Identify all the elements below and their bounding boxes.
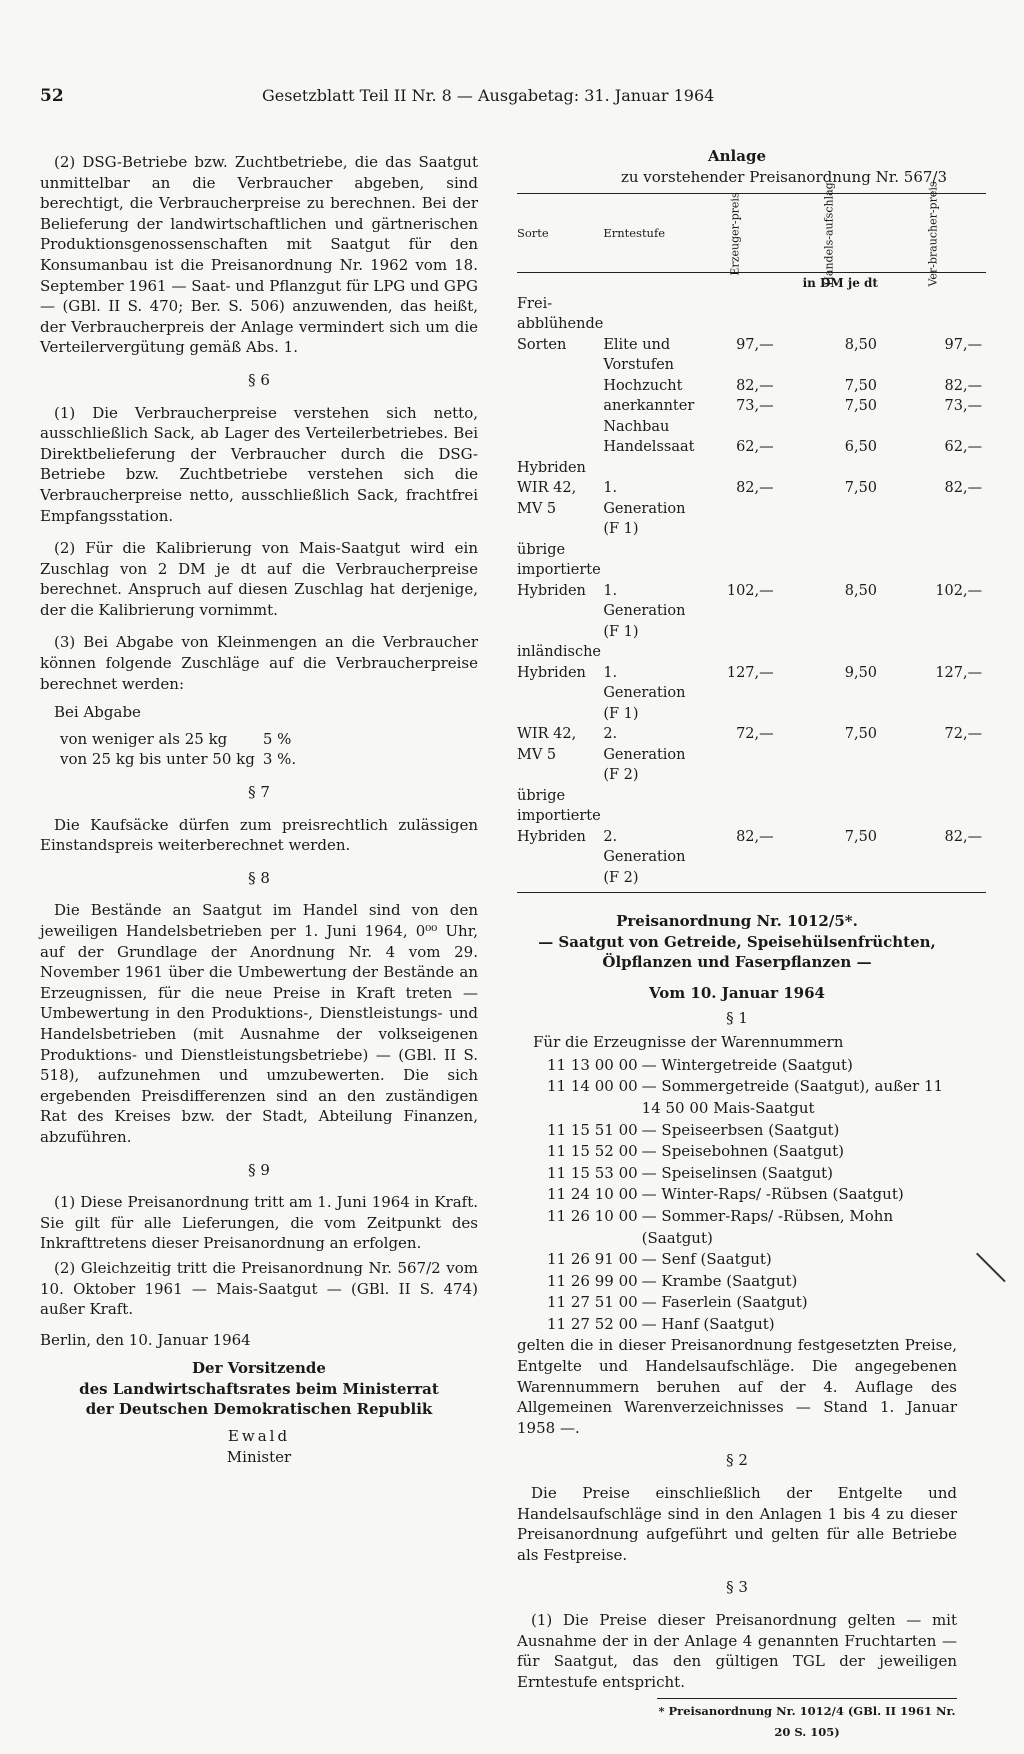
cell-sorte: Hybriden — [517, 459, 586, 476]
table-row — [517, 376, 986, 397]
cell-handelsaufschlag: 6,50 — [844, 439, 878, 456]
section-6-heading: § 6 — [248, 370, 270, 389]
cell-handelsaufschlag: 7,50 — [844, 398, 878, 415]
right-column — [517, 146, 983, 1754]
cell-sorte — [517, 437, 603, 458]
cell-handelsaufschlag — [778, 294, 881, 315]
cell-erzeugerpreis — [694, 806, 777, 827]
goods-number: 11 13 00 00 — [547, 1055, 638, 1074]
cell-erzeugerpreis — [694, 786, 777, 807]
list-item — [547, 1055, 957, 1077]
section-6-para-2: (2) Für die Kalibrierung von Mais-Saatgut wird ein Zuschlag von 2 DM je dt auf die Verbraucherpreise berechnet. Anspruch auf diesen Zuschlag hat derjenige, der die Kalibrierung vornimmt. — [40, 539, 478, 619]
cell-erzeugerpreis: 127,— — [726, 664, 774, 681]
cell-sorte: Hybriden — [517, 827, 603, 893]
signature-line-1: Der Vorsitzende — [192, 1359, 326, 1378]
cell-sorte: übrige — [517, 787, 566, 804]
table-row — [517, 806, 986, 827]
cell-handelsaufschlag — [778, 540, 881, 561]
goods-number: 11 27 52 00 — [547, 1314, 638, 1333]
list-item — [547, 1314, 957, 1336]
table-row — [517, 437, 986, 458]
cell-erntestufe: 2. Generation (F 2) — [603, 827, 694, 893]
cell-erntestufe — [603, 314, 694, 335]
list-item — [547, 1249, 957, 1271]
signing-date: Berlin, den 10. Januar 1964 — [40, 1330, 251, 1349]
cell-sorte: Frei- — [517, 295, 553, 312]
list-item — [547, 1120, 957, 1142]
cell-handelsaufschlag: 8,50 — [844, 336, 878, 353]
cell-sorte: importierte — [517, 562, 601, 579]
table-row — [517, 396, 986, 437]
cell-sorte — [517, 396, 603, 437]
section-2-heading: § 2 — [726, 1451, 748, 1470]
cell-erntestufe: 2. Generation (F 2) — [603, 726, 686, 784]
table-row — [517, 663, 986, 725]
list-item — [547, 1206, 957, 1249]
table-row — [517, 294, 986, 315]
goods-description: — Faserlein (Saatgut) — [641, 1293, 808, 1312]
anlage-title: Anlage — [708, 147, 766, 165]
cell-verbraucherpreis — [881, 560, 986, 581]
cell-verbraucherpreis — [881, 786, 986, 807]
cell-handelsaufschlag: 7,50 — [844, 480, 878, 497]
cell-verbraucherpreis: 73,— — [944, 398, 983, 415]
signatory-role: Minister — [226, 1447, 292, 1466]
cell-verbraucherpreis — [881, 314, 986, 335]
cell-erntestufe — [603, 458, 694, 479]
cell-verbraucherpreis — [881, 806, 986, 827]
section-6-para-1: (1) Die Verbraucherpreise verstehen sich netto, ausschließlich Sack, ab Lager des Verteilerbetriebes. Bei Direktbelieferung der Verbraucher durch die DSG-Betriebe bzw. Zuchtbetriebe verstehen sich die Verbraucherpreise netto, ausschließlich Sack, frachtfrei Empfangsstation. — [40, 403, 478, 525]
list-item — [547, 1163, 957, 1185]
cell-erzeugerpreis — [694, 314, 777, 335]
list-item — [547, 1141, 957, 1163]
goods-number: 11 26 10 00 — [547, 1206, 638, 1225]
cell-sorte: WIR 42, MV 5 — [517, 726, 577, 763]
cell-erzeugerpreis: 82,— — [694, 827, 777, 893]
cell-verbraucherpreis: 82,— — [944, 377, 983, 394]
cell-sorte: importierte — [517, 808, 601, 825]
table-row — [517, 724, 986, 786]
cell-erntestufe: Hochzucht — [603, 377, 683, 394]
cell-handelsaufschlag — [778, 806, 881, 827]
goods-number-table — [547, 1055, 957, 1336]
surcharge-table — [60, 729, 304, 770]
cell-handelsaufschlag: 7,50 — [844, 377, 878, 394]
goods-number: 11 26 91 00 — [547, 1250, 638, 1269]
pa-date: Vom 10. Januar 1964 — [649, 983, 825, 1002]
goods-description: — Speisebohnen (Saatgut) — [641, 1142, 844, 1161]
list-item — [547, 1271, 957, 1293]
table-row — [517, 827, 986, 893]
cell-handelsaufschlag — [778, 642, 881, 663]
table-row — [517, 540, 986, 561]
cell-verbraucherpreis: 102,— — [935, 582, 983, 599]
cell-verbraucherpreis — [881, 642, 986, 663]
table-row — [60, 749, 304, 770]
cell-erntestufe: 1. Generation (F 1) — [603, 480, 686, 538]
cell-handelsaufschlag — [778, 458, 881, 479]
goods-number: 11 15 53 00 — [547, 1163, 638, 1182]
unit-label: in DM je dt — [802, 276, 878, 291]
pa-title: Preisanordnung Nr. 1012/5*. — [616, 912, 858, 931]
goods-number: 11 27 51 00 — [547, 1293, 638, 1312]
table-header-row — [517, 194, 986, 273]
cell-erntestufe — [603, 540, 694, 561]
cell-handelsaufschlag: 7,50 — [844, 726, 878, 743]
unit-row — [517, 273, 986, 294]
table-row — [517, 335, 986, 376]
left-column — [40, 152, 478, 1467]
cell-erntestufe — [603, 294, 694, 315]
list-item — [547, 1292, 957, 1314]
section-9-para-2: (2) Gleichzeitig tritt die Preisanordnung Nr. 567/2 vom 10. Oktober 1961 — Mais-Saatgut — (GBl. II S. 474) außer Kraft. — [40, 1258, 478, 1319]
cell-erzeugerpreis: 82,— — [736, 377, 774, 394]
cell-erntestufe — [603, 786, 694, 807]
cell-erzeugerpreis: 62,— — [736, 439, 774, 456]
surcharge-rate: 3 %. — [262, 750, 297, 769]
cell-handelsaufschlag: 9,50 — [844, 664, 878, 681]
goods-number: 11 24 10 00 — [547, 1185, 638, 1204]
header-erzeugerpreis-label: Erzeuger-preis — [729, 192, 743, 276]
section-8-text: Die Bestände an Saatgut im Handel sind von den jeweiligen Handelsbetrieben per 1. Juni 1964, 0⁰⁰ Uhr, auf der Grundlage der Anordnung Nr. 4 vom 29. November 1961 über die Umbewertung der Bestände an Erzeugnissen, für die neue Preise in Kraft treten — Umbewertung in den Produktions-, Dienstleistungs- und Handelsbetrieben (mit Ausnahme der volkseigenen Produktions- und Dienstleistungsbetriebe) — (GBl. II S. 518), aufzunehmen und umzubewerten. Die sich ergebenden Preisdifferenzen sind an den zuständigen Rat des Kreises bzw. der Stadt, Abteilung Finanzen, abzuführen. — [40, 901, 478, 1146]
cell-sorte: übrige — [517, 541, 566, 558]
cell-handelsaufschlag — [778, 314, 881, 335]
cell-erzeugerpreis — [694, 458, 777, 479]
section-3-text: (1) Die Preise dieser Preisanordnung gelten — mit Ausnahme der in der Anlage 4 genannten Fruchtarten — für Saatgut, das den gültigen TGL der jeweiligen Erntestufe entspricht. — [517, 1611, 957, 1691]
cell-sorte: Hybriden — [517, 664, 586, 681]
table-row — [517, 478, 986, 540]
section-1-text: gelten die in dieser Preisanordnung festgesetzten Preise, Entgelte und Handelsaufschläge. Die angegebenen Warennummern beruhen auf der 4. Auflage des Allgemeinen Warenverzeichnisses — Stand 1. Januar 1958 —. — [517, 1336, 957, 1437]
cell-erzeugerpreis: 73,— — [736, 398, 774, 415]
cell-erzeugerpreis — [694, 540, 777, 561]
cell-erntestufe: Handelssaat — [603, 439, 695, 456]
cell-erntestufe — [603, 560, 694, 581]
goods-description: — Speiseerbsen (Saatgut) — [641, 1120, 840, 1139]
goods-number: 11 26 99 00 — [547, 1271, 638, 1290]
goods-description: — Winter-Raps/ -Rübsen (Saatgut) — [641, 1185, 904, 1204]
cell-verbraucherpreis: 97,— — [944, 336, 983, 353]
anlage-subtitle: zu vorstehender Preisanordnung Nr. 567/3 — [620, 167, 947, 186]
cell-erntestufe: 1. Generation (F 1) — [603, 664, 686, 722]
cell-erzeugerpreis — [694, 560, 777, 581]
page-header — [40, 86, 1000, 112]
goods-description: — Sommergetreide (Saatgut), außer 11 14 50 00 Mais-Saatgut — [641, 1077, 944, 1117]
header-erzeugerpreis — [694, 192, 777, 276]
cell-sorte: inländische — [517, 644, 601, 661]
cell-verbraucherpreis: 82,— — [944, 480, 983, 497]
header-handelsaufschlag-label: Handels-aufschlag — [822, 182, 836, 286]
goods-description: — Hanf (Saatgut) — [641, 1314, 775, 1333]
header-verbraucherpreis-label: Ver-braucher-preis — [926, 181, 940, 287]
cell-erntestufe: 1. Generation (F 1) — [603, 582, 686, 640]
cell-erzeugerpreis: 72,— — [736, 726, 774, 743]
cell-verbraucherpreis — [881, 294, 986, 315]
header-verbraucherpreis — [881, 181, 986, 287]
table-row — [517, 458, 986, 479]
cell-erzeugerpreis: 97,— — [736, 336, 774, 353]
cell-erzeugerpreis: 82,— — [736, 480, 774, 497]
goods-description: — Senf (Saatgut) — [641, 1250, 772, 1269]
goods-description: — Speiselinsen (Saatgut) — [641, 1163, 833, 1182]
cell-handelsaufschlag — [778, 560, 881, 581]
surcharge-rate: 5 % — [262, 729, 292, 748]
cell-erntestufe: Elite und Vorstufen — [603, 336, 675, 374]
margin-stroke — [976, 1253, 1006, 1283]
cell-erntestufe — [603, 806, 694, 827]
goods-description: — Krambe (Saatgut) — [641, 1271, 798, 1290]
cell-verbraucherpreis — [881, 540, 986, 561]
cell-erzeugerpreis — [694, 642, 777, 663]
cell-erzeugerpreis — [694, 294, 777, 315]
paragraph-dsg: (2) DSG-Betriebe bzw. Zuchtbetriebe, die das Saatgut unmittelbar an die Verbraucher abgeben, sind berechtigt, die Verbraucherpreise zu berechnen. Bei der Belieferung der landwirtschaftlichen und gärtnerischen Produktionsgenossenschaften mit Saatgut für den Konsumanbau ist die Preisanordnung Nr. 1962 vom 18. September 1961 — Saat- und Pflanzgut für LPG und GPG — (GBl. II S. 470; Ber. S. 506) anzuwenden, das heißt, der Verbraucherpreis der Anlage vermindert sich um die Verteilervergütung gemäß Abs. 1. — [40, 153, 478, 357]
signature-line-3: der Deutschen Demokratischen Republik — [85, 1400, 433, 1419]
cell-erntestufe — [603, 642, 694, 663]
pa-subtitle-1: — Saatgut von Getreide, Speisehülsenfrüchten, — [538, 932, 936, 951]
table-row — [517, 560, 986, 581]
table-row — [517, 314, 986, 335]
section-3-heading: § 3 — [726, 1578, 748, 1597]
table-row — [517, 786, 986, 807]
table-row — [517, 642, 986, 663]
footnote: * Preisanordnung Nr. 1012/4 (GBl. II 1961 Nr. 20 S. 105) — [657, 1698, 957, 1742]
list-item — [547, 1076, 957, 1119]
section-1-heading: § 1 — [726, 1008, 748, 1027]
cell-sorte: Hybriden — [517, 582, 586, 599]
signature-line-2: des Landwirtschaftsrates beim Ministerrat — [79, 1379, 439, 1398]
section-7-heading: § 7 — [248, 783, 270, 802]
goods-description: — Wintergetreide (Saatgut) — [641, 1055, 853, 1074]
table-row — [517, 581, 986, 643]
page-number: 52 — [40, 86, 64, 106]
table-row — [60, 729, 304, 750]
section-8-heading: § 8 — [248, 868, 270, 887]
cell-verbraucherpreis: 82,— — [881, 827, 986, 893]
cell-sorte — [517, 376, 603, 397]
cell-erntestufe: anerkannter Nachbau — [603, 398, 695, 435]
section-9-para-1: (1) Diese Preisanordnung tritt am 1. Juni 1964 in Kraft. Sie gilt für alle Lieferungen, die vom Zeitpunkt des Inkrafttretens dieser Preisanordnung an erfolgen. — [40, 1193, 478, 1253]
pa-subtitle-2: Ölpflanzen und Faserpflanzen — — [602, 953, 872, 972]
surcharge-amount: von weniger als 25 kg — [60, 729, 228, 748]
section-7-text: Die Kaufsäcke dürfen zum preisrechtlich zulässigen Einstandspreis weiterberechnet werden. — [40, 815, 478, 855]
cell-sorte: abblühende — [517, 316, 604, 333]
header-erntestufe: Erntestufe — [603, 194, 694, 273]
signatory-name: Ewald — [227, 1427, 291, 1446]
section-9-heading: § 9 — [248, 1160, 270, 1179]
section-1-intro: Für die Erzeugnisse der Warennummern — [533, 1033, 844, 1052]
cell-verbraucherpreis: 62,— — [944, 439, 983, 456]
abgabe-label: Bei Abgabe — [54, 703, 141, 722]
goods-description: — Sommer-Raps/ -Rübsen, Mohn (Saatgut) — [641, 1206, 894, 1247]
cell-sorte: Sorten — [517, 336, 567, 353]
section-6-para-3: (3) Bei Abgabe von Kleinmengen an die Verbraucher können folgende Zuschläge auf die Verbraucherpreise berechnet werden: — [40, 633, 478, 693]
header-sorte: Sorte — [517, 194, 603, 273]
list-item — [547, 1184, 957, 1206]
cell-sorte: WIR 42, MV 5 — [517, 480, 577, 517]
header-title: Gesetzblatt Teil II Nr. 8 — Ausgabetag: 31. Januar 1964 — [262, 86, 715, 105]
cell-verbraucherpreis — [881, 458, 986, 479]
cell-handelsaufschlag: 8,50 — [844, 582, 878, 599]
goods-number: 11 14 00 00 — [547, 1077, 638, 1096]
section-2-text: Die Preise einschließlich der Entgelte und Handelsaufschläge sind in den Anlagen 1 bis 4 zu dieser Preisanordnung aufgeführt und gelten für alle Betriebe als Festpreise. — [517, 1484, 957, 1564]
price-table — [517, 181, 986, 893]
goods-number: 11 15 52 00 — [547, 1142, 638, 1161]
cell-verbraucherpreis: 127,— — [935, 664, 983, 681]
cell-handelsaufschlag: 7,50 — [778, 827, 881, 893]
goods-number: 11 15 51 00 — [547, 1120, 638, 1139]
surcharge-amount: von 25 kg bis unter 50 kg — [60, 750, 255, 769]
cell-verbraucherpreis: 72,— — [944, 726, 983, 743]
cell-handelsaufschlag — [778, 786, 881, 807]
cell-erzeugerpreis: 102,— — [726, 582, 774, 599]
